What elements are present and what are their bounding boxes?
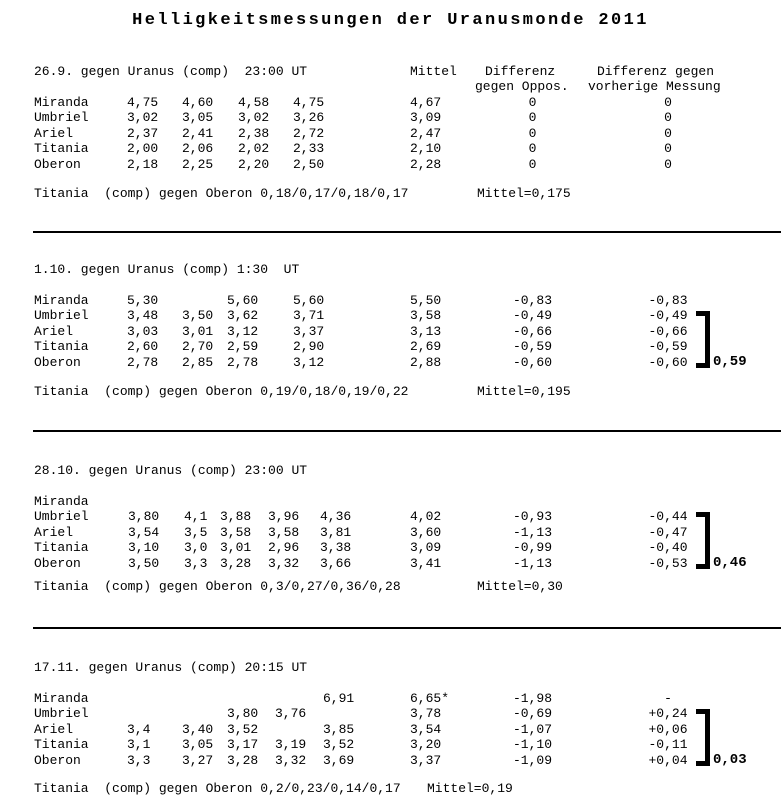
moon-name: Titania	[34, 141, 89, 157]
diff-oppos-value: -0,66	[512, 323, 552, 339]
measurement-5: 3,66	[320, 555, 352, 571]
mittel-value: 3,13	[410, 323, 442, 339]
diff-prev-value: 0	[664, 141, 672, 157]
mittel-value: 3,54	[410, 721, 442, 737]
diff-prev-value: -0,59	[648, 339, 688, 355]
measurement-5: 4,36	[320, 509, 352, 525]
measurement-5: 3,52	[323, 737, 355, 753]
measurement-4: 3,12	[293, 354, 325, 370]
grouping-bracket	[696, 512, 710, 569]
measurement-3: 3,28	[220, 555, 252, 571]
diff-oppos-value: -0,93	[512, 509, 552, 525]
col-header-diff-oppos-line1: Differenz	[485, 64, 556, 79]
col-header-diff-prev-line2: vorherige Messung	[588, 79, 721, 94]
measurement-table	[0, 293, 781, 370]
measurement-4: 3,26	[293, 110, 325, 126]
diff-oppos-value: -1,98	[512, 691, 552, 706]
measurement-2: 4,60	[182, 95, 214, 110]
col-header-diff-oppos-line2: gegen Oppos.	[475, 79, 569, 94]
diff-oppos-value: 0	[528, 141, 537, 157]
diff-oppos-value: -0,99	[512, 540, 552, 556]
measurement-4: 3,76	[275, 706, 307, 722]
measurement-3: 3,58	[220, 524, 252, 540]
moon-name: Miranda	[34, 95, 89, 110]
section-17-11	[0, 660, 781, 806]
section-divider	[33, 627, 781, 629]
diff-prev-value: +0,06	[648, 721, 688, 737]
measurement-table	[0, 95, 781, 172]
measurement-1: 3,3	[127, 752, 151, 768]
comparison-note: Titania (comp) gegen Oberon 0,19/0,18/0,19/0,22	[34, 384, 409, 399]
measurement-1: 2,00	[127, 141, 159, 157]
page-title: Helligkeitsmessungen der Uranusmonde 2011	[132, 11, 649, 30]
measurement-1: 3,48	[127, 308, 159, 324]
measurement-1: 3,1	[127, 737, 151, 753]
table-row	[0, 324, 781, 339]
mittel-value: 4,02	[410, 509, 442, 525]
mittel-value: 2,28	[410, 156, 442, 172]
mittel-value: 3,58	[410, 308, 442, 324]
table-row	[0, 339, 781, 354]
diff-oppos-value: -1,10	[512, 737, 552, 753]
diff-oppos-value: -1,13	[512, 524, 552, 540]
measurement-1: 3,10	[128, 540, 160, 556]
table-row	[0, 494, 781, 509]
measurement-table	[0, 494, 781, 571]
section-header: 26.9. gegen Uranus (comp) 23:00 UT	[34, 64, 308, 79]
measurement-3: 3,88	[220, 509, 252, 525]
moon-name: Miranda	[34, 494, 89, 509]
table-row	[0, 706, 781, 721]
mittel-value: 3,37	[410, 752, 442, 768]
measurement-2: 3,01	[182, 323, 214, 339]
moon-name: Umbriel	[34, 308, 89, 324]
measurement-4: 2,72	[293, 125, 325, 141]
measurement-2: 2,25	[182, 156, 214, 172]
diff-prev-value: -0,53	[648, 555, 688, 571]
diff-prev-value: -0,47	[648, 524, 688, 540]
table-row	[0, 293, 781, 308]
measurement-2: 2,06	[182, 141, 214, 157]
comparison-note: Titania (comp) gegen Oberon 0,18/0,17/0,18/0,17	[34, 186, 409, 201]
comparison-mittel: Mittel=0,30	[477, 579, 563, 594]
measurement-3: 3,80	[227, 706, 259, 722]
diff-oppos-value: 0	[528, 125, 537, 141]
table-row	[0, 509, 781, 524]
bracket-value: 0,59	[713, 354, 747, 370]
measurement-3: 5,60	[227, 293, 259, 308]
moon-name: Ariel	[34, 721, 74, 737]
moon-name: Titania	[34, 540, 89, 556]
moon-name: Titania	[34, 737, 89, 753]
measurement-1: 2,18	[127, 156, 159, 172]
diff-prev-value: 0	[664, 95, 672, 110]
measurement-5: 6,91	[323, 691, 355, 706]
measurement-3: 3,01	[220, 540, 252, 556]
measurement-3: 2,59	[227, 339, 259, 355]
measurement-1: 4,75	[127, 95, 159, 110]
mittel-value: 3,60	[410, 524, 442, 540]
table-row	[0, 157, 781, 172]
measurement-4: 3,96	[268, 509, 300, 525]
diff-prev-value: -0,11	[648, 737, 688, 753]
measurement-1: 2,37	[127, 125, 159, 141]
measurement-3: 3,02	[238, 110, 270, 126]
diff-oppos-value: 0	[528, 110, 537, 126]
diff-oppos-value: -0,60	[512, 354, 552, 370]
moon-name: Ariel	[34, 524, 74, 540]
measurement-3: 3,28	[227, 752, 259, 768]
measurement-4: 3,32	[275, 752, 307, 768]
section-28-10	[0, 463, 781, 613]
measurement-1: 3,50	[128, 555, 160, 571]
moon-name: Oberon	[34, 156, 81, 172]
measurement-5: 3,69	[323, 752, 355, 768]
measurement-1: 5,30	[127, 293, 159, 308]
measurement-1: 3,03	[127, 323, 159, 339]
diff-prev-value: 0	[664, 125, 672, 141]
moon-name: Umbriel	[34, 706, 89, 722]
measurement-4: 3,32	[268, 555, 300, 571]
table-row	[0, 691, 781, 706]
measurement-5: 3,85	[323, 721, 355, 737]
diff-oppos-value: 0	[528, 95, 537, 110]
table-row	[0, 556, 781, 571]
bracket-value: 0,46	[713, 555, 747, 571]
measurement-3: 2,78	[227, 354, 259, 370]
moon-name: Ariel	[34, 125, 74, 141]
measurement-3: 3,52	[227, 721, 259, 737]
table-row	[0, 308, 781, 323]
table-row	[0, 141, 781, 156]
mittel-value: 6,65*	[410, 691, 450, 706]
measurement-2: 3,50	[182, 308, 214, 324]
mittel-value: 2,47	[410, 125, 442, 141]
section-26-9	[0, 64, 781, 214]
comparison-mittel: Mittel=0,19	[427, 781, 513, 796]
moon-name: Umbriel	[34, 110, 89, 126]
measurement-3: 3,17	[227, 737, 259, 753]
comparison-mittel: Mittel=0,175	[477, 186, 571, 201]
measurement-2: 3,3	[184, 555, 208, 571]
col-header-diff-prev-line1: Differenz gegen	[597, 64, 715, 79]
section-divider	[33, 231, 781, 233]
table-row	[0, 737, 781, 752]
measurement-3: 3,62	[227, 308, 259, 324]
table-row	[0, 722, 781, 737]
comparison-note: Titania (comp) gegen Oberon 0,3/0,27/0,36/0,28	[34, 579, 401, 594]
measurement-4: 4,75	[293, 95, 325, 110]
measurement-4: 2,96	[268, 540, 300, 556]
diff-prev-value: 0	[664, 110, 672, 126]
col-header-mittel: Mittel	[410, 64, 457, 79]
diff-oppos-value: -0,59	[512, 339, 552, 355]
bracket-value: 0,03	[713, 752, 747, 768]
table-row	[0, 355, 781, 370]
table-row	[0, 753, 781, 768]
diff-prev-value: -0,60	[648, 354, 688, 370]
measurement-4: 5,60	[293, 293, 325, 308]
measurement-1: 3,4	[127, 721, 151, 737]
section-header: 1.10. gegen Uranus (comp) 1:30 UT	[34, 262, 300, 277]
comparison-mittel: Mittel=0,195	[477, 384, 571, 399]
diff-oppos-value: -1,07	[512, 721, 552, 737]
diff-oppos-value: -1,13	[512, 555, 552, 571]
moon-name: Miranda	[34, 691, 89, 706]
diff-oppos-value: -0,69	[512, 706, 552, 722]
diff-prev-value: -0,40	[648, 540, 688, 556]
measurement-4: 2,50	[293, 156, 325, 172]
mittel-value: 2,88	[410, 354, 442, 370]
diff-prev-value: -0,49	[648, 308, 688, 324]
measurement-3: 2,38	[238, 125, 270, 141]
moon-name: Miranda	[34, 293, 89, 308]
measurement-4: 3,19	[275, 737, 307, 753]
mittel-value: 3,41	[410, 555, 442, 571]
moon-name: Ariel	[34, 323, 74, 339]
mittel-value: 3,09	[410, 540, 442, 556]
measurement-4: 2,33	[293, 141, 325, 157]
section-1-10	[0, 262, 781, 412]
moon-name: Titania	[34, 339, 89, 355]
measurement-2: 3,40	[182, 721, 214, 737]
diff-oppos-value: 0	[528, 156, 537, 172]
measurement-2: 4,1	[184, 509, 208, 525]
section-divider	[33, 430, 781, 432]
measurement-1: 2,78	[127, 354, 159, 370]
mittel-value: 5,50	[410, 293, 442, 308]
moon-name: Oberon	[34, 555, 81, 571]
table-row	[0, 540, 781, 555]
diff-prev-value: -	[664, 691, 672, 706]
diff-oppos-value: -0,83	[512, 293, 552, 308]
measurement-3: 3,12	[227, 323, 259, 339]
measurement-2: 2,85	[182, 354, 214, 370]
grouping-bracket	[696, 311, 710, 368]
moon-name: Oberon	[34, 354, 81, 370]
mittel-value: 3,78	[410, 706, 442, 722]
moon-name: Oberon	[34, 752, 81, 768]
measurement-2: 3,0	[184, 540, 208, 556]
diff-prev-value: +0,04	[648, 752, 688, 768]
measurement-1: 3,02	[127, 110, 159, 126]
diff-oppos-value: -1,09	[512, 752, 552, 768]
mittel-value: 4,67	[410, 95, 442, 110]
mittel-value: 2,10	[410, 141, 442, 157]
measurement-3: 2,02	[238, 141, 270, 157]
measurement-4: 3,58	[268, 524, 300, 540]
measurement-2: 3,5	[184, 524, 208, 540]
table-row	[0, 95, 781, 110]
measurement-1: 3,54	[128, 524, 160, 540]
diff-oppos-value: -0,49	[512, 308, 552, 324]
moon-name: Umbriel	[34, 509, 89, 525]
measurement-2: 2,41	[182, 125, 214, 141]
measurement-1: 2,60	[127, 339, 159, 355]
measurement-3: 2,20	[238, 156, 270, 172]
measurement-5: 3,38	[320, 540, 352, 556]
measurement-3: 4,58	[238, 95, 270, 110]
measurement-2: 3,27	[182, 752, 214, 768]
measurement-5: 3,81	[320, 524, 352, 540]
section-header: 17.11. gegen Uranus (comp) 20:15 UT	[34, 660, 308, 675]
measurement-2: 3,05	[182, 110, 214, 126]
measurement-4: 2,90	[293, 339, 325, 355]
table-row	[0, 126, 781, 141]
measurement-2: 2,70	[182, 339, 214, 355]
table-row	[0, 525, 781, 540]
comparison-note: Titania (comp) gegen Oberon 0,2/0,23/0,14/0,17	[34, 781, 401, 796]
diff-prev-value: 0	[664, 156, 672, 172]
measurement-4: 3,71	[293, 308, 325, 324]
measurement-2: 3,05	[182, 737, 214, 753]
diff-prev-value: +0,24	[648, 706, 688, 722]
measurement-table	[0, 691, 781, 768]
mittel-value: 3,20	[410, 737, 442, 753]
mittel-value: 3,09	[410, 110, 442, 126]
measurement-1: 3,80	[128, 509, 160, 525]
diff-prev-value: -0,83	[648, 293, 688, 308]
diff-prev-value: -0,66	[648, 323, 688, 339]
diff-prev-value: -0,44	[648, 509, 688, 525]
table-row	[0, 110, 781, 125]
grouping-bracket	[696, 709, 710, 766]
measurement-4: 3,37	[293, 323, 325, 339]
mittel-value: 2,69	[410, 339, 442, 355]
section-header: 28.10. gegen Uranus (comp) 23:00 UT	[34, 463, 308, 478]
